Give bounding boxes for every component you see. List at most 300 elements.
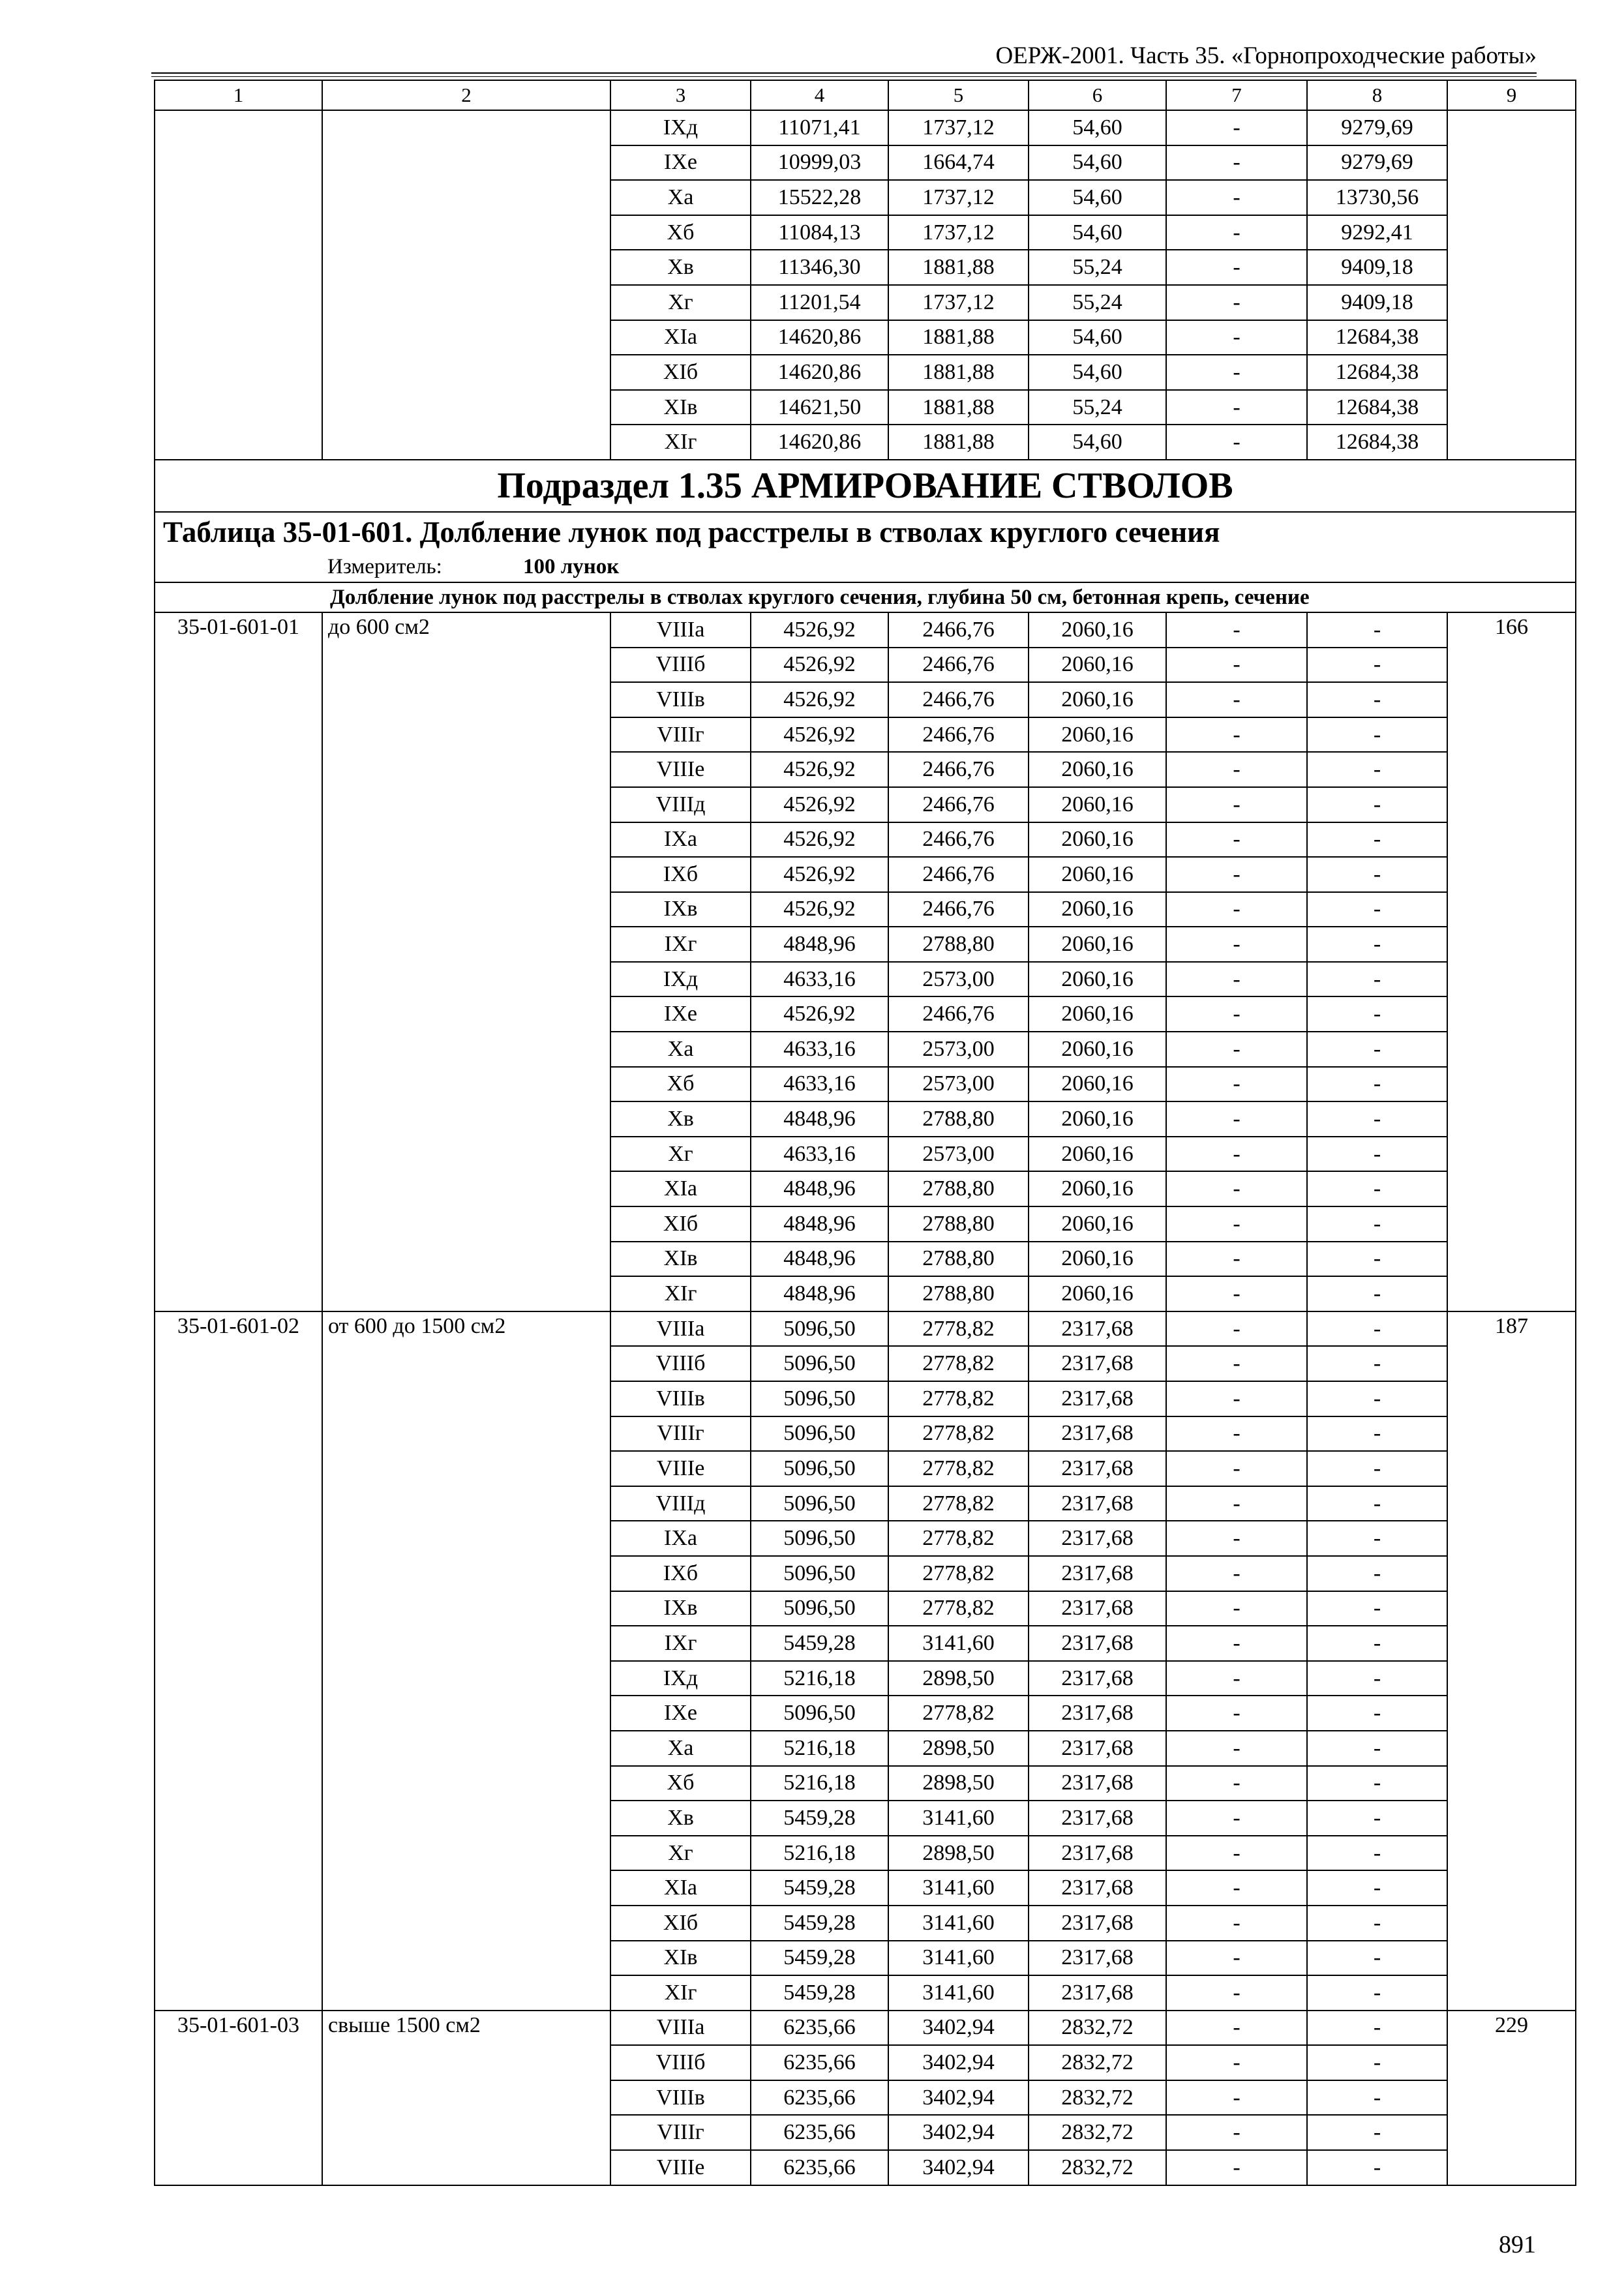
header-rule-thin: [151, 76, 1537, 77]
drivers-wages-cell: -: [1166, 1206, 1307, 1242]
section-cell: Xв: [610, 250, 751, 285]
section-cell: IXг: [610, 927, 751, 962]
machines-cell: 2060,16: [1029, 996, 1166, 1032]
section-cell: IXе: [610, 996, 751, 1032]
drivers-wages-cell: -: [1166, 787, 1307, 822]
wages-cell: 1881,88: [888, 390, 1029, 425]
total-cost-cell: 5096,50: [751, 1591, 888, 1626]
name-cell: свыше 1500 см2: [322, 2011, 610, 2185]
materials-cell: -: [1307, 752, 1447, 787]
total-cost-cell: 5096,50: [751, 1451, 888, 1486]
materials-cell: -: [1307, 1137, 1447, 1172]
machines-cell: 2060,16: [1029, 1137, 1166, 1172]
drivers-wages-cell: -: [1166, 1521, 1307, 1556]
drivers-wages-cell: -: [1166, 1276, 1307, 1311]
total-cost-cell: 5216,18: [751, 1836, 888, 1871]
machines-cell: 2060,16: [1029, 1067, 1166, 1102]
wages-cell: 2778,82: [888, 1556, 1029, 1591]
materials-cell: -: [1307, 2011, 1447, 2046]
drivers-wages-cell: -: [1166, 1906, 1307, 1941]
machines-cell: 2317,68: [1029, 1731, 1166, 1766]
drivers-wages-cell: -: [1166, 390, 1307, 425]
materials-cell: -: [1307, 1941, 1447, 1976]
materials-cell: -: [1307, 2150, 1447, 2185]
drivers-wages-cell: -: [1166, 145, 1307, 181]
materials-cell: -: [1307, 1696, 1447, 1731]
name-cell: [322, 110, 610, 460]
total-cost-cell: 4848,96: [751, 1171, 888, 1206]
materials-cell: -: [1307, 1731, 1447, 1766]
wages-cell: 3402,94: [888, 2011, 1029, 2046]
wages-cell: 3402,94: [888, 2045, 1029, 2080]
section-cell: VIIIв: [610, 1381, 751, 1416]
total-cost-cell: 5459,28: [751, 1941, 888, 1976]
materials-cell: -: [1307, 1067, 1447, 1102]
section-cell: VIIIд: [610, 787, 751, 822]
machines-cell: 54,60: [1029, 180, 1166, 215]
materials-cell: -: [1307, 682, 1447, 717]
materials-cell: -: [1307, 1381, 1447, 1416]
total-cost-cell: 15522,28: [751, 180, 888, 215]
materials-cell: -: [1307, 1311, 1447, 1347]
drivers-wages-cell: -: [1166, 1696, 1307, 1731]
section-cell: XIб: [610, 1906, 751, 1941]
subsection-title: Подраздел 1.35 АРМИРОВАНИЕ СТВОЛОВ: [155, 460, 1576, 512]
table-title-row: [155, 512, 1576, 552]
code-cell: [155, 110, 322, 460]
section-cell: IXд: [610, 110, 751, 145]
machines-cell: 2317,68: [1029, 1591, 1166, 1626]
materials-cell: -: [1307, 892, 1447, 927]
wages-cell: 2466,76: [888, 822, 1029, 858]
labor-cell: 166: [1447, 612, 1576, 1311]
drivers-wages-cell: -: [1166, 180, 1307, 215]
total-cost-cell: 4526,92: [751, 612, 888, 648]
materials-cell: 9292,41: [1307, 215, 1447, 250]
section-cell: IXд: [610, 1661, 751, 1696]
materials-cell: -: [1307, 1451, 1447, 1486]
machines-cell: 2060,16: [1029, 682, 1166, 717]
machines-cell: 2060,16: [1029, 857, 1166, 892]
materials-cell: -: [1307, 1556, 1447, 1591]
section-cell: Xг: [610, 1836, 751, 1871]
total-cost-cell: 4633,16: [751, 1032, 888, 1067]
drivers-wages-cell: -: [1166, 1346, 1307, 1381]
section-cell: XIб: [610, 355, 751, 390]
section-cell: Xа: [610, 1731, 751, 1766]
section-cell: VIIIе: [610, 752, 751, 787]
drivers-wages-cell: -: [1166, 1731, 1307, 1766]
machines-cell: 2317,68: [1029, 1766, 1166, 1801]
drivers-wages-cell: -: [1166, 250, 1307, 285]
section-cell: Xб: [610, 1766, 751, 1801]
section-cell: Xа: [610, 1032, 751, 1067]
drivers-wages-cell: -: [1166, 1311, 1307, 1347]
wages-cell: 2788,80: [888, 1206, 1029, 1242]
name-cell: от 600 до 1500 см2: [322, 1311, 610, 2011]
wages-cell: 2898,50: [888, 1731, 1029, 1766]
machines-cell: 55,24: [1029, 250, 1166, 285]
table-title: Таблица 35-01-601. Долбление лунок под расстрелы в стволах круглого сечения: [155, 512, 1576, 552]
wages-cell: 2898,50: [888, 1661, 1029, 1696]
drivers-wages-cell: -: [1166, 1416, 1307, 1452]
section-cell: Xг: [610, 1137, 751, 1172]
total-cost-cell: 6235,66: [751, 2150, 888, 2185]
subsection-row: [155, 460, 1576, 512]
materials-cell: -: [1307, 1626, 1447, 1661]
section-cell: XIа: [610, 1870, 751, 1906]
materials-cell: -: [1307, 1206, 1447, 1242]
wages-cell: 3141,60: [888, 1941, 1029, 1976]
column-number-cell: 1: [155, 80, 322, 110]
section-cell: Xа: [610, 180, 751, 215]
drivers-wages-cell: -: [1166, 1067, 1307, 1102]
wages-cell: 1881,88: [888, 320, 1029, 355]
materials-cell: -: [1307, 1975, 1447, 2011]
materials-cell: -: [1307, 857, 1447, 892]
drivers-wages-cell: -: [1166, 612, 1307, 648]
drivers-wages-cell: -: [1166, 1137, 1307, 1172]
total-cost-cell: 4526,92: [751, 752, 888, 787]
wages-cell: 2466,76: [888, 996, 1029, 1032]
section-cell: IXг: [610, 1626, 751, 1661]
materials-cell: 12684,38: [1307, 355, 1447, 390]
total-cost-cell: 10999,03: [751, 145, 888, 181]
wages-cell: 2788,80: [888, 1171, 1029, 1206]
materials-cell: 9409,18: [1307, 285, 1447, 320]
total-cost-cell: 4848,96: [751, 1101, 888, 1137]
drivers-wages-cell: -: [1166, 962, 1307, 997]
section-cell: VIIIе: [610, 1451, 751, 1486]
section-cell: IXе: [610, 145, 751, 181]
column-number-cell: 6: [1029, 80, 1166, 110]
wages-cell: 2466,76: [888, 752, 1029, 787]
section-cell: VIIIе: [610, 2150, 751, 2185]
section-cell: VIIIа: [610, 1311, 751, 1347]
column-number-cell: 9: [1447, 80, 1576, 110]
materials-cell: -: [1307, 612, 1447, 648]
machines-cell: 2317,68: [1029, 1906, 1166, 1941]
materials-cell: -: [1307, 1801, 1447, 1836]
drivers-wages-cell: -: [1166, 215, 1307, 250]
total-cost-cell: 4526,92: [751, 892, 888, 927]
machines-cell: 2832,72: [1029, 2150, 1166, 2185]
machines-cell: 2317,68: [1029, 1556, 1166, 1591]
code-cell: 35-01-601-03: [155, 2011, 322, 2185]
code-cell: 35-01-601-02: [155, 1311, 322, 2011]
table-row: [155, 110, 1576, 145]
machines-cell: 2060,16: [1029, 927, 1166, 962]
section-cell: IXа: [610, 1521, 751, 1556]
drivers-wages-cell: -: [1166, 1032, 1307, 1067]
total-cost-cell: 5459,28: [751, 1626, 888, 1661]
labor-cell: 229: [1447, 2011, 1576, 2185]
section-cell: Xв: [610, 1101, 751, 1137]
column-number-row: [155, 80, 1576, 110]
total-cost-cell: 5459,28: [751, 1975, 888, 2011]
wages-cell: 1664,74: [888, 145, 1029, 181]
drivers-wages-cell: -: [1166, 1591, 1307, 1626]
measure-row: [155, 552, 1576, 582]
materials-cell: 12684,38: [1307, 390, 1447, 425]
section-cell: Xг: [610, 285, 751, 320]
column-number-cell: 3: [610, 80, 751, 110]
wages-cell: 2778,82: [888, 1346, 1029, 1381]
materials-cell: -: [1307, 1766, 1447, 1801]
total-cost-cell: 6235,66: [751, 2045, 888, 2080]
total-cost-cell: 4526,92: [751, 996, 888, 1032]
drivers-wages-cell: -: [1166, 2080, 1307, 2116]
materials-cell: -: [1307, 787, 1447, 822]
materials-cell: -: [1307, 2045, 1447, 2080]
materials-cell: -: [1307, 1101, 1447, 1137]
machines-cell: 2317,68: [1029, 1696, 1166, 1731]
wages-cell: 2778,82: [888, 1416, 1029, 1452]
machines-cell: 54,60: [1029, 110, 1166, 145]
drivers-wages-cell: -: [1166, 927, 1307, 962]
measure-label: Измеритель:: [327, 554, 442, 578]
total-cost-cell: 6235,66: [751, 2011, 888, 2046]
section-cell: VIIIг: [610, 717, 751, 753]
machines-cell: 2317,68: [1029, 1870, 1166, 1906]
total-cost-cell: 5216,18: [751, 1731, 888, 1766]
section-cell: XIв: [610, 1941, 751, 1976]
machines-cell: 2832,72: [1029, 2011, 1166, 2046]
wages-cell: 1737,12: [888, 285, 1029, 320]
materials-cell: -: [1307, 717, 1447, 753]
machines-cell: 2317,68: [1029, 1941, 1166, 1976]
machines-cell: 2060,16: [1029, 1101, 1166, 1137]
machines-cell: 2317,68: [1029, 1521, 1166, 1556]
total-cost-cell: 5096,50: [751, 1556, 888, 1591]
wages-cell: 2778,82: [888, 1311, 1029, 1347]
measure-value: 100 лунок: [523, 554, 620, 578]
drivers-wages-cell: -: [1166, 1242, 1307, 1277]
wages-cell: 2788,80: [888, 1276, 1029, 1311]
description-row: [155, 582, 1576, 612]
section-cell: XIа: [610, 320, 751, 355]
materials-cell: 9279,69: [1307, 145, 1447, 181]
column-number-cell: 7: [1166, 80, 1307, 110]
section-cell: VIIIв: [610, 2080, 751, 2116]
section-cell: XIг: [610, 425, 751, 460]
total-cost-cell: 4526,92: [751, 648, 888, 683]
materials-cell: -: [1307, 2115, 1447, 2150]
total-cost-cell: 5459,28: [751, 1870, 888, 1906]
rates-table: [154, 80, 1576, 2186]
drivers-wages-cell: -: [1166, 2045, 1307, 2080]
wages-cell: 3402,94: [888, 2115, 1029, 2150]
drivers-wages-cell: -: [1166, 1766, 1307, 1801]
materials-cell: 12684,38: [1307, 425, 1447, 460]
wages-cell: 3141,60: [888, 1626, 1029, 1661]
column-number-cell: 5: [888, 80, 1029, 110]
wages-cell: 1737,12: [888, 180, 1029, 215]
machines-cell: 2832,72: [1029, 2115, 1166, 2150]
wages-cell: 2573,00: [888, 962, 1029, 997]
drivers-wages-cell: -: [1166, 320, 1307, 355]
machines-cell: 2832,72: [1029, 2045, 1166, 2080]
materials-cell: -: [1307, 822, 1447, 858]
total-cost-cell: 5216,18: [751, 1661, 888, 1696]
section-cell: VIIIа: [610, 612, 751, 648]
machines-cell: 2317,68: [1029, 1416, 1166, 1452]
machines-cell: 2060,16: [1029, 1242, 1166, 1277]
drivers-wages-cell: -: [1166, 996, 1307, 1032]
table-row: [155, 2011, 1576, 2046]
machines-cell: 2060,16: [1029, 612, 1166, 648]
machines-cell: 2060,16: [1029, 752, 1166, 787]
wages-cell: 2466,76: [888, 892, 1029, 927]
wages-cell: 2778,82: [888, 1696, 1029, 1731]
total-cost-cell: 4526,92: [751, 822, 888, 858]
total-cost-cell: 4848,96: [751, 1206, 888, 1242]
machines-cell: 54,60: [1029, 145, 1166, 181]
section-cell: VIIIб: [610, 648, 751, 683]
total-cost-cell: 5459,28: [751, 1801, 888, 1836]
total-cost-cell: 5096,50: [751, 1346, 888, 1381]
drivers-wages-cell: -: [1166, 1801, 1307, 1836]
drivers-wages-cell: -: [1166, 355, 1307, 390]
wages-cell: 2788,80: [888, 927, 1029, 962]
materials-cell: -: [1307, 927, 1447, 962]
drivers-wages-cell: -: [1166, 2150, 1307, 2185]
name-cell: до 600 см2: [322, 612, 610, 1311]
total-cost-cell: 4633,16: [751, 1067, 888, 1102]
total-cost-cell: 5096,50: [751, 1486, 888, 1521]
materials-cell: -: [1307, 1171, 1447, 1206]
machines-cell: 2317,68: [1029, 1975, 1166, 2011]
materials-cell: -: [1307, 1416, 1447, 1452]
wages-cell: 1737,12: [888, 215, 1029, 250]
section-cell: VIIIб: [610, 2045, 751, 2080]
header-rule: [151, 72, 1537, 74]
wages-cell: 2573,00: [888, 1067, 1029, 1102]
wages-cell: 3141,60: [888, 1906, 1029, 1941]
total-cost-cell: 14620,86: [751, 425, 888, 460]
machines-cell: 2317,68: [1029, 1661, 1166, 1696]
total-cost-cell: 6235,66: [751, 2115, 888, 2150]
section-cell: IXб: [610, 857, 751, 892]
wages-cell: 2466,76: [888, 717, 1029, 753]
machines-cell: 54,60: [1029, 320, 1166, 355]
materials-cell: -: [1307, 1521, 1447, 1556]
total-cost-cell: 5216,18: [751, 1766, 888, 1801]
machines-cell: 55,24: [1029, 285, 1166, 320]
machines-cell: 2060,16: [1029, 892, 1166, 927]
section-cell: VIIIв: [610, 682, 751, 717]
machines-cell: 2060,16: [1029, 1171, 1166, 1206]
column-number-cell: 4: [751, 80, 888, 110]
drivers-wages-cell: -: [1166, 1836, 1307, 1871]
total-cost-cell: 4526,92: [751, 857, 888, 892]
drivers-wages-cell: -: [1166, 892, 1307, 927]
machines-cell: 54,60: [1029, 355, 1166, 390]
drivers-wages-cell: -: [1166, 1626, 1307, 1661]
drivers-wages-cell: -: [1166, 2115, 1307, 2150]
drivers-wages-cell: -: [1166, 1870, 1307, 1906]
wages-cell: 2466,76: [888, 857, 1029, 892]
wages-cell: 2466,76: [888, 787, 1029, 822]
wages-cell: 2573,00: [888, 1137, 1029, 1172]
machines-cell: 2060,16: [1029, 717, 1166, 753]
page-number: 891: [1499, 2231, 1536, 2258]
materials-cell: -: [1307, 648, 1447, 683]
machines-cell: 2060,16: [1029, 787, 1166, 822]
total-cost-cell: 5096,50: [751, 1381, 888, 1416]
wages-cell: 2778,82: [888, 1591, 1029, 1626]
machines-cell: 2317,68: [1029, 1381, 1166, 1416]
total-cost-cell: 6235,66: [751, 2080, 888, 2116]
wages-cell: 3141,60: [888, 1801, 1029, 1836]
labor-cell: 187: [1447, 1311, 1576, 2011]
machines-cell: 2060,16: [1029, 648, 1166, 683]
column-number-cell: 8: [1307, 80, 1447, 110]
total-cost-cell: 4526,92: [751, 682, 888, 717]
materials-cell: -: [1307, 1836, 1447, 1871]
drivers-wages-cell: -: [1166, 682, 1307, 717]
machines-cell: 55,24: [1029, 390, 1166, 425]
section-cell: VIIIб: [610, 1346, 751, 1381]
wages-cell: 3141,60: [888, 1870, 1029, 1906]
total-cost-cell: 4633,16: [751, 1137, 888, 1172]
wages-cell: 1881,88: [888, 250, 1029, 285]
drivers-wages-cell: -: [1166, 1941, 1307, 1976]
total-cost-cell: 14620,86: [751, 320, 888, 355]
materials-cell: -: [1307, 1661, 1447, 1696]
machines-cell: 2317,68: [1029, 1311, 1166, 1347]
total-cost-cell: 4848,96: [751, 1242, 888, 1277]
machines-cell: 2060,16: [1029, 822, 1166, 858]
total-cost-cell: 4848,96: [751, 1276, 888, 1311]
code-cell: 35-01-601-01: [155, 612, 322, 1311]
wages-cell: 2898,50: [888, 1836, 1029, 1871]
drivers-wages-cell: -: [1166, 1451, 1307, 1486]
machines-cell: 54,60: [1029, 215, 1166, 250]
wages-cell: 3402,94: [888, 2150, 1029, 2185]
materials-cell: 9279,69: [1307, 110, 1447, 145]
table-row: [155, 1311, 1576, 1347]
total-cost-cell: 4633,16: [751, 962, 888, 997]
total-cost-cell: 5459,28: [751, 1906, 888, 1941]
materials-cell: 9409,18: [1307, 250, 1447, 285]
total-cost-cell: 5096,50: [751, 1311, 888, 1347]
wages-cell: 2778,82: [888, 1381, 1029, 1416]
machines-cell: 2317,68: [1029, 1346, 1166, 1381]
wages-cell: 2466,76: [888, 612, 1029, 648]
machines-cell: 54,60: [1029, 425, 1166, 460]
drivers-wages-cell: -: [1166, 1486, 1307, 1521]
wages-cell: 2788,80: [888, 1242, 1029, 1277]
section-cell: Xб: [610, 1067, 751, 1102]
drivers-wages-cell: -: [1166, 1171, 1307, 1206]
wages-cell: 2466,76: [888, 648, 1029, 683]
machines-cell: 2060,16: [1029, 962, 1166, 997]
materials-cell: -: [1307, 1346, 1447, 1381]
materials-cell: -: [1307, 1906, 1447, 1941]
materials-cell: 13730,56: [1307, 180, 1447, 215]
wages-cell: 2573,00: [888, 1032, 1029, 1067]
measure-cell: [155, 552, 1576, 582]
total-cost-cell: 5096,50: [751, 1416, 888, 1452]
drivers-wages-cell: -: [1166, 857, 1307, 892]
section-cell: IXб: [610, 1556, 751, 1591]
section-cell: VIIIг: [610, 2115, 751, 2150]
total-cost-cell: 4848,96: [751, 927, 888, 962]
total-cost-cell: 4526,92: [751, 717, 888, 753]
materials-cell: -: [1307, 1486, 1447, 1521]
section-cell: Xб: [610, 215, 751, 250]
